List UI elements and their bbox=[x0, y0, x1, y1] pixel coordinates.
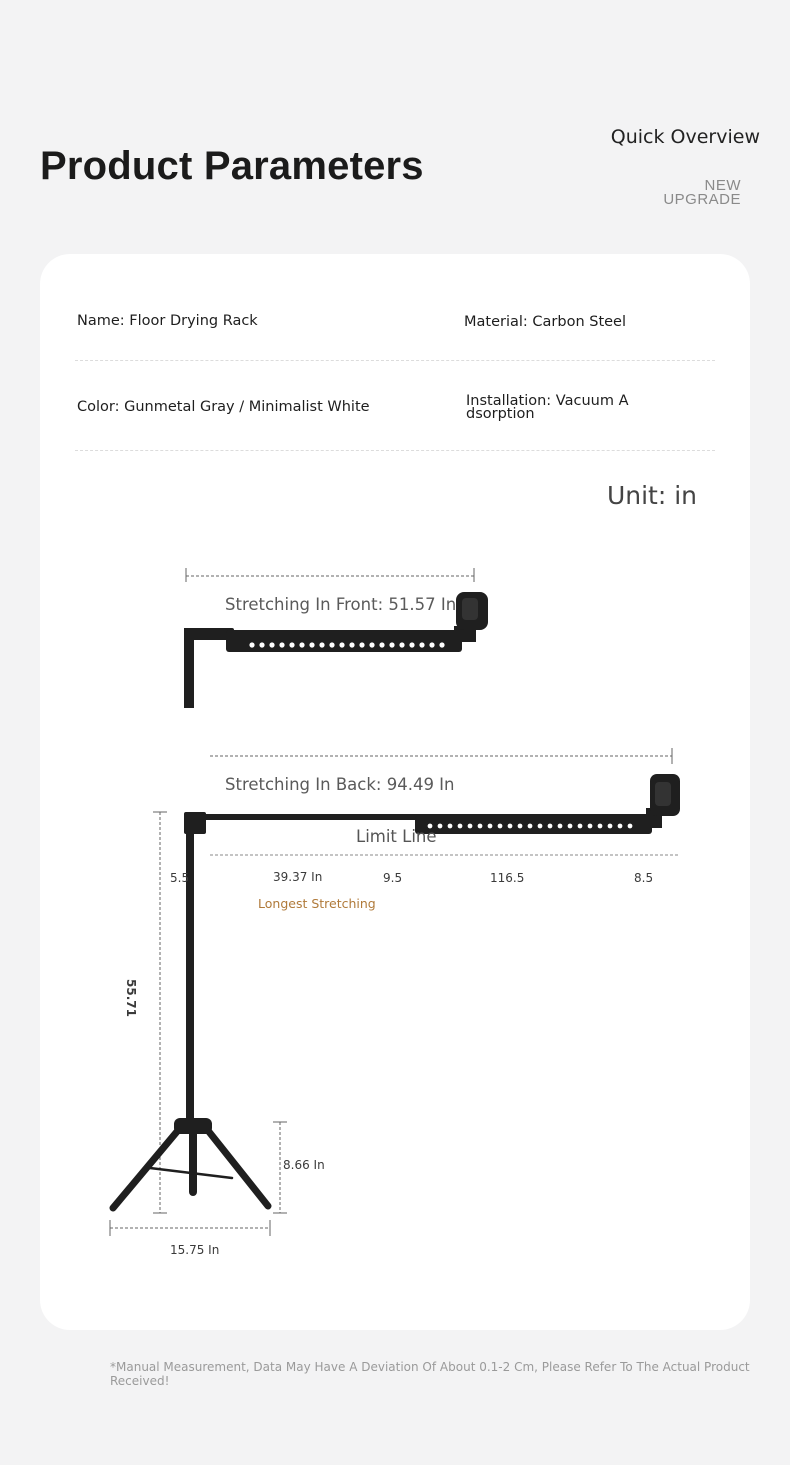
dim-left: 5.5 bbox=[170, 871, 190, 885]
back-arm-holes bbox=[428, 824, 633, 829]
param-name: Name: Floor Drying Rack bbox=[77, 313, 258, 329]
badge-line-new: NEW bbox=[704, 177, 741, 194]
param-color: Color: Gunmetal Gray / Minimalist White bbox=[77, 399, 370, 415]
dim-8-5: 8.5 bbox=[634, 871, 654, 885]
tripod-hub bbox=[174, 1118, 212, 1134]
back-stretch-label: Stretching In Back: 94.49 In bbox=[225, 775, 455, 794]
front-dimension-line bbox=[186, 568, 474, 582]
dim-116-5: 116.5 bbox=[490, 871, 525, 885]
longest-stretching-label: Longest Stretching bbox=[258, 896, 376, 911]
tripod-base bbox=[113, 1128, 268, 1208]
base-width-label: 15.75 In bbox=[170, 1243, 220, 1257]
param-material: Material: Carbon Steel bbox=[464, 314, 627, 330]
limit-line-label: Limit Line bbox=[356, 827, 437, 846]
base-width-dimension bbox=[110, 1220, 270, 1236]
dim-9-5: 9.5 bbox=[383, 871, 403, 885]
front-stretch-label: Stretching In Front: 51.57 In bbox=[225, 595, 457, 614]
quick-overview-label: Quick Overview bbox=[610, 126, 760, 148]
unit-label: Unit: in bbox=[606, 481, 697, 510]
installation-line-1: Installation: Vacuum A bbox=[466, 393, 629, 409]
dim-39: 39.37 In bbox=[273, 870, 323, 884]
installation-line-2: dsorption bbox=[466, 406, 535, 422]
back-dimension-line bbox=[210, 748, 672, 764]
height-label: 55.71 bbox=[124, 979, 138, 1017]
badge-line-upgrade: UPGRADE bbox=[663, 191, 741, 208]
base-height-label: 8.66 In bbox=[283, 1158, 325, 1172]
page-title: Product Parameters bbox=[40, 144, 424, 188]
footnote: *Manual Measurement, Data May Have A Deviation Of About 0.1-2 Cm, Please Refer To The Actual Product Received! bbox=[110, 1360, 750, 1388]
